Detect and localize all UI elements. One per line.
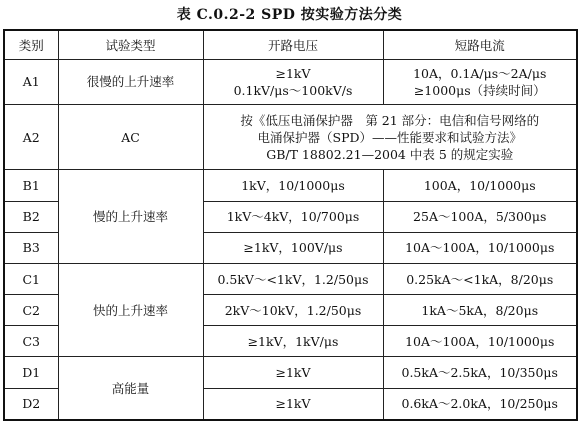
category-cell: B3 <box>4 232 58 263</box>
current-cell: 10A～100A，10/1000μs <box>383 232 577 263</box>
table-row <box>4 263 577 294</box>
test-type-cell: 很慢的上升速率 <box>58 60 203 105</box>
voltage-cell: ≥1kV，100V/μs <box>203 232 383 263</box>
current-cell: 25A～100A，5/300μs <box>383 201 577 232</box>
current-cell: 0.6kA～2.0kA，10/250μs <box>383 388 577 420</box>
test-type-group-cell: 慢的上升速率 <box>58 170 203 264</box>
voltage-cell: 2kV～10kV，1.2/50μs <box>203 295 383 326</box>
voltage-cell: 0.5kV～<1kV，1.2/50μs <box>203 263 383 294</box>
category-cell: B1 <box>4 170 58 201</box>
current-cell: 10A～100A，10/1000μs <box>383 326 577 357</box>
category-cell: B2 <box>4 201 58 232</box>
header-row <box>4 30 577 60</box>
merged-reference-cell: 按《低压电涌保护器 第 21 部分：电信和信号网络的 电涌保护器（SPD）——性能要求和试验方法》 GB/T 18802.21—2004 中表 5 的规定实验 <box>203 104 577 170</box>
spd-classification-table <box>3 29 578 421</box>
voltage-cell: ≥1kV，1kV/μs <box>203 326 383 357</box>
category-cell: C3 <box>4 326 58 357</box>
current-cell: 1kA～5kA，8/20μs <box>383 295 577 326</box>
table-title: 表 C.0.2-2 SPD 按实验方法分类 <box>176 7 403 23</box>
voltage-cell: 1kV，10/1000μs <box>203 170 383 201</box>
test-type-cell: AC <box>58 104 203 170</box>
test-type-group-cell: 快的上升速率 <box>58 263 203 357</box>
table-row <box>4 60 577 105</box>
category-cell: D2 <box>4 388 58 420</box>
table-row <box>4 104 577 170</box>
category-cell: A1 <box>4 60 58 105</box>
voltage-cell: ≥1kV <box>203 388 383 420</box>
category-cell: C2 <box>4 295 58 326</box>
voltage-cell: ≥1kV <box>203 357 383 388</box>
current-cell: 10A，0.1A/μs～2A/μs ≥1000μs（持续时间） <box>383 60 577 105</box>
voltage-cell: ≥1kV 0.1kV/μs～100kV/s <box>203 60 383 105</box>
test-type-group-cell: 高能量 <box>58 357 203 420</box>
current-cell: 0.25kA～<1kA，8/20μs <box>383 263 577 294</box>
header-test-type: 试验类型 <box>58 30 203 60</box>
current-cell: 100A，10/1000μs <box>383 170 577 201</box>
header-open-circuit-voltage: 开路电压 <box>203 30 383 60</box>
current-cell: 0.5kA～2.5kA，10/350μs <box>383 357 577 388</box>
category-cell: C1 <box>4 263 58 294</box>
category-cell: D1 <box>4 357 58 388</box>
header-short-circuit-current: 短路电流 <box>383 30 577 60</box>
voltage-cell: 1kV～4kV，10/700μs <box>203 201 383 232</box>
category-cell: A2 <box>4 104 58 170</box>
table-row <box>4 357 577 388</box>
header-category: 类别 <box>4 30 58 60</box>
table-row <box>4 170 577 201</box>
